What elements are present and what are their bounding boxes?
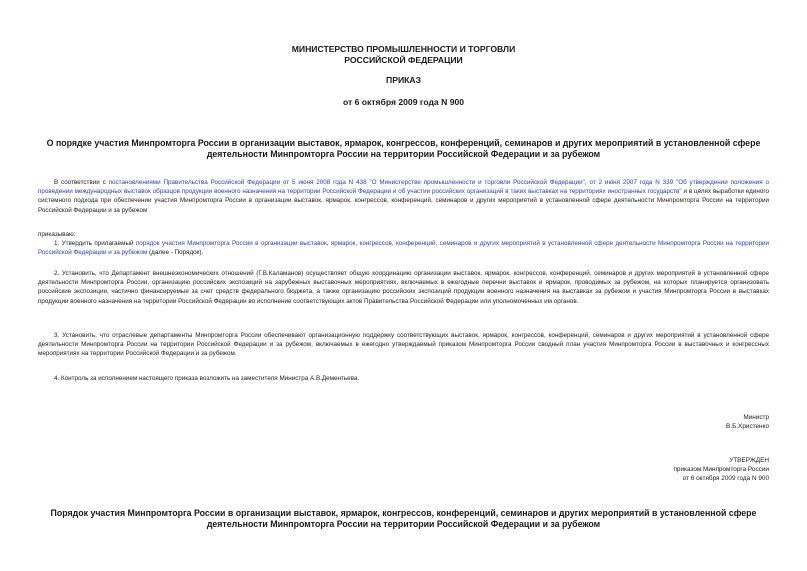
appendix-title: Порядок участия Минпромторга России в организации выставок, ярмарок, конгрессов, конференций, семинаров и других мероприятий в установленной сфере деятельности Минпромторга России на территории Российской Федерации и за рубежом bbox=[50, 508, 757, 529]
order-word: приказываю: bbox=[38, 231, 76, 238]
preamble-text-1: В соответствии с bbox=[54, 179, 109, 186]
resolution-339-link[interactable]: от 2 июня 2007 года N 339 "Об утверждении положения о проведении международных выставок образцов продукции военного назначения на территории Российской Федерации и об участии российских организаций в таких выставках на территориях иностранных государств" bbox=[38, 179, 770, 196]
item-4-paragraph: 4. Контроль за исполнением настоящего приказа возложить на заместителя Министра А.В.Дементьева. bbox=[54, 375, 360, 382]
document-date-number: от 6 октября 2009 года N 900 bbox=[342, 97, 465, 107]
ministry-name-line2: РОССИЙСКОЙ ФЕДЕРАЦИИ bbox=[344, 55, 463, 65]
preamble-text-3: и в целях выработки единого системного подхода при обеспечении участия Минпромторга России в организации выставок, ярмарок, конгрессов, конференций, семинаров и других мероприятий в установленной сфере деятельности Минпромторга России на территории Российской Федерации и за рубежом bbox=[38, 188, 769, 214]
preamble-text-2: , bbox=[584, 179, 590, 186]
ministry-name-line1: МИНИСТЕРСТВО ПРОМЫШЛЕННОСТИ И ТОРГОВЛИ bbox=[291, 44, 516, 54]
signatory-name: В.Б.Христенко bbox=[726, 423, 769, 431]
resolution-438-link[interactable]: постановлениями Правительства Российской Федерации от 5 июня 2008 года N 438 "О Министерстве промышленности и торговли Российской Федерации" bbox=[108, 179, 585, 186]
document-title: О порядке участия Минпромторга России в организации выставок, ярмарок, конгрессов, конференций, семинаров и других мероприятий в установленной сфере деятельности Минпромторга России на территории Российской Федерации и за рубежом bbox=[46, 138, 761, 159]
item-3-paragraph: 3. Установить, что отраслевые департаменты Минпромторга России обеспечивают организационную поддержку соответствующих выставок, ярмарок, конгрессов, конференций, семинаров и других мероприятий в установленной сфере деятельности Минпромторга России на территории Российской Федерации и за рубежом, включаемых в ежегодно утверждаемый приказом Минпромторга России сводный план участия Минпромторга России в выставочных и конгрессных мероприятиях на территории Российской Федерации и за рубежом. bbox=[38, 332, 769, 358]
ministry-header bbox=[38, 44, 769, 66]
preamble-paragraph bbox=[38, 178, 769, 215]
item-2-paragraph: 2. Установить, что Департамент внешнеэкономических отношений (Г.В.Каламанов) осуществляет общую координацию организации выставок, ярмарок, конгрессов, конференций, семинаров и других мероприятий в установленной сфере деятельности Минпромторга России, организацию российских экспозиций на зарубежных выставочных мероприятиях, включаемых в ежегодные перечни выставок и ярмарок, проводимых за рубежом, на которых планируется организовать российские экспозиции, частично финансируемые за счет средств федерального бюджета, а также организацию российских экспозиций продукции военного назначения на выставках за рубежом и участия Минпромторга России в выставках продукции военного назначения на территории Российской Федерации во исполнение соответствующих актов Правительства Российской Федерации или уполномоченных им органов. bbox=[38, 270, 769, 305]
signature-block bbox=[726, 413, 769, 431]
item-1-text: 1. Утвердить прилагаемый bbox=[54, 240, 136, 247]
approval-date-number: от 6 октября 2009 года N 900 bbox=[682, 475, 769, 483]
procedure-link[interactable]: порядок участия Минпромторга России в организации выставок, ярмарок, конгрессов, конференций, семинаров и других мероприятий в установленной сфере деятельности Минпромторга России на территории Российской Федерации и за рубежом bbox=[38, 240, 769, 257]
item-1-suffix: (далее - Порядок). bbox=[147, 249, 204, 257]
signatory-position: Министр bbox=[743, 414, 769, 421]
approval-order: приказом Минпромторга России bbox=[673, 466, 769, 474]
item-1-paragraph bbox=[38, 239, 769, 257]
approval-block bbox=[673, 456, 769, 484]
document-type: ПРИКАЗ bbox=[386, 75, 421, 85]
approval-stamp: УТВЕРЖДЕН bbox=[729, 457, 769, 464]
